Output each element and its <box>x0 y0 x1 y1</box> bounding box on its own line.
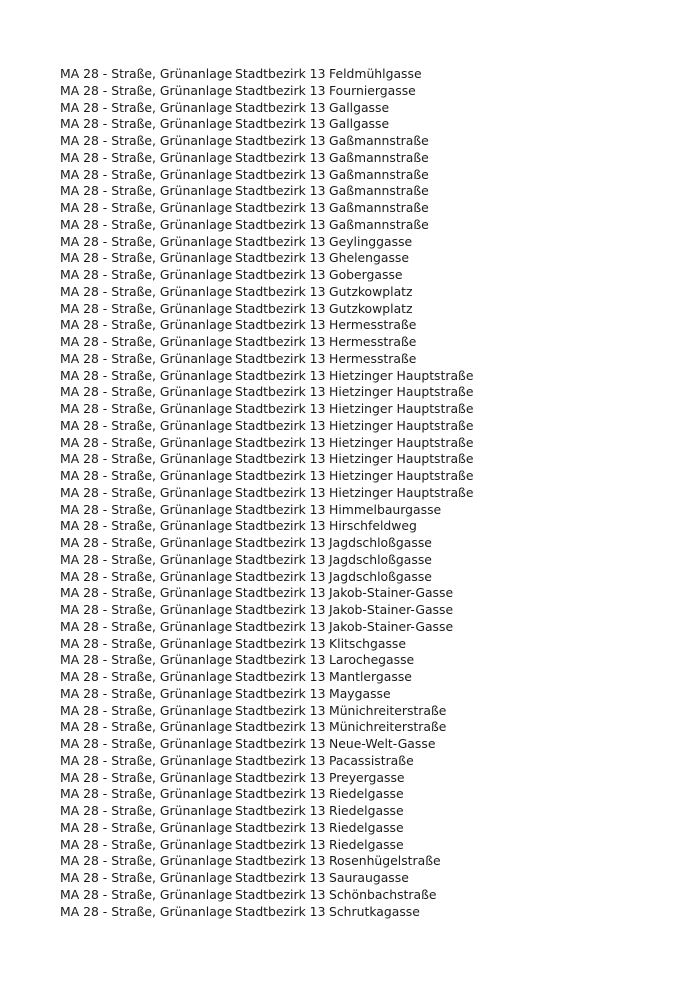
street-cell: Larochegasse <box>329 652 415 668</box>
department-cell: MA 28 - Straße, Grünanlage <box>60 183 233 199</box>
district-cell: Stadtbezirk 13 <box>235 535 326 550</box>
street-cell: Preyergasse <box>329 769 405 785</box>
district-cell: Stadtbezirk 13 <box>235 133 326 148</box>
list-item <box>60 652 529 669</box>
list-item <box>60 418 529 435</box>
street-cell: Schönbachstraße <box>329 886 437 902</box>
district-cell: Stadtbezirk 13 <box>235 401 326 416</box>
district-cell: Stadtbezirk 13 <box>235 99 326 115</box>
street-cell: Gaßmannstraße <box>329 183 429 199</box>
department-cell: MA 28 - Straße, Grünanlage <box>60 116 233 132</box>
list-item <box>60 569 529 586</box>
street-cell: Gutzkowplatz <box>329 283 413 299</box>
list-item <box>60 552 529 569</box>
department-cell: MA 28 - Straße, Grünanlage <box>60 317 233 333</box>
street-cell: Riedelgasse <box>329 786 404 802</box>
district-cell: Stadtbezirk 13 <box>235 82 326 98</box>
list-item <box>60 116 529 133</box>
street-cell: Gaßmannstraße <box>329 133 429 148</box>
street-cell: Mantlergasse <box>329 669 412 684</box>
department-cell: MA 28 - Straße, Grünanlage <box>60 283 233 299</box>
street-cell: Gutzkowplatz <box>329 300 413 316</box>
district-cell: Stadtbezirk 13 <box>235 836 326 852</box>
street-cell: Sauraugasse <box>329 870 409 885</box>
district-cell: Stadtbezirk 13 <box>235 367 326 383</box>
department-cell: MA 28 - Straße, Grünanlage <box>60 769 233 785</box>
department-cell: MA 28 - Straße, Grünanlage <box>60 551 233 567</box>
list-item <box>60 518 529 535</box>
department-cell: MA 28 - Straße, Grünanlage <box>60 618 233 634</box>
department-cell: MA 28 - Straße, Grünanlage <box>60 434 233 450</box>
district-cell: Stadtbezirk 13 <box>235 752 326 768</box>
district-cell: Stadtbezirk 13 <box>235 468 326 483</box>
department-cell: MA 28 - Straße, Grünanlage <box>60 149 233 165</box>
list-item <box>60 435 529 452</box>
department-cell: MA 28 - Straße, Grünanlage <box>60 82 233 98</box>
street-cell: Jakob-Stainer-Gasse <box>329 585 454 601</box>
list-item <box>60 485 529 502</box>
department-cell: MA 28 - Straße, Grünanlage <box>60 367 233 383</box>
list-item <box>60 669 529 686</box>
department-cell: MA 28 - Straße, Grünanlage <box>60 786 233 802</box>
list-item <box>60 468 529 485</box>
district-cell: Stadtbezirk 13 <box>235 669 326 684</box>
list-item <box>60 502 529 519</box>
department-cell: MA 28 - Straße, Grünanlage <box>60 853 233 869</box>
district-cell: Stadtbezirk 13 <box>235 602 326 617</box>
district-cell: Stadtbezirk 13 <box>235 618 326 634</box>
department-cell: MA 28 - Straße, Grünanlage <box>60 669 233 684</box>
department-cell: MA 28 - Straße, Grünanlage <box>60 903 233 919</box>
district-cell: Stadtbezirk 13 <box>235 300 326 316</box>
department-cell: MA 28 - Straße, Grünanlage <box>60 803 233 818</box>
department-cell: MA 28 - Straße, Grünanlage <box>60 535 233 550</box>
list-item <box>60 83 529 100</box>
street-cell: Jagdschloßgasse <box>329 551 432 567</box>
district-cell: Stadtbezirk 13 <box>235 719 326 735</box>
district-cell: Stadtbezirk 13 <box>235 116 326 132</box>
list-item <box>60 585 529 602</box>
list-item <box>60 250 529 267</box>
list-item <box>60 267 529 284</box>
district-cell: Stadtbezirk 13 <box>235 334 326 349</box>
list-item <box>60 200 529 217</box>
street-list <box>60 66 529 920</box>
district-cell: Stadtbezirk 13 <box>235 484 326 500</box>
department-cell: MA 28 - Straße, Grünanlage <box>60 501 233 517</box>
list-item <box>60 334 529 351</box>
street-cell: Rosenhügelstraße <box>329 853 441 869</box>
department-cell: MA 28 - Straße, Grünanlage <box>60 451 233 467</box>
street-cell: Hietzinger Hauptstraße <box>329 434 474 450</box>
district-cell: Stadtbezirk 13 <box>235 417 326 433</box>
street-cell: Hietzinger Hauptstraße <box>329 451 474 467</box>
list-item <box>60 686 529 703</box>
district-cell: Stadtbezirk 13 <box>235 149 326 165</box>
street-cell: Hietzinger Hauptstraße <box>329 401 474 416</box>
street-cell: Riedelgasse <box>329 819 404 835</box>
street-cell: Gaßmannstraße <box>329 216 429 232</box>
list-item <box>60 66 529 83</box>
department-cell: MA 28 - Straße, Grünanlage <box>60 736 233 751</box>
district-cell: Stadtbezirk 13 <box>235 183 326 199</box>
list-item <box>60 384 529 401</box>
list-item <box>60 451 529 468</box>
street-cell: Ghelengasse <box>329 250 409 266</box>
street-cell: Jagdschloßgasse <box>329 568 432 584</box>
district-cell: Stadtbezirk 13 <box>235 233 326 249</box>
department-cell: MA 28 - Straße, Grünanlage <box>60 267 233 282</box>
district-cell: Stadtbezirk 13 <box>235 451 326 467</box>
street-cell: Jakob-Stainer-Gasse <box>329 618 454 634</box>
district-cell: Stadtbezirk 13 <box>235 870 326 885</box>
department-cell: MA 28 - Straße, Grünanlage <box>60 166 233 182</box>
street-cell: Riedelgasse <box>329 803 404 818</box>
district-cell: Stadtbezirk 13 <box>235 216 326 232</box>
street-cell: Geylinggasse <box>329 233 413 249</box>
district-cell: Stadtbezirk 13 <box>235 317 326 333</box>
street-cell: Feldmühlgasse <box>329 66 422 81</box>
list-item <box>60 535 529 552</box>
street-cell: Riedelgasse <box>329 836 404 852</box>
department-cell: MA 28 - Straße, Grünanlage <box>60 585 233 601</box>
department-cell: MA 28 - Straße, Grünanlage <box>60 250 233 266</box>
district-cell: Stadtbezirk 13 <box>235 551 326 567</box>
list-item <box>60 167 529 184</box>
street-cell: Hermesstraße <box>329 350 417 366</box>
street-cell: Gobergasse <box>329 267 403 282</box>
department-cell: MA 28 - Straße, Grünanlage <box>60 401 233 416</box>
district-cell: Stadtbezirk 13 <box>235 886 326 902</box>
department-cell: MA 28 - Straße, Grünanlage <box>60 752 233 768</box>
street-cell: Jakob-Stainer-Gasse <box>329 602 454 617</box>
department-cell: MA 28 - Straße, Grünanlage <box>60 602 233 617</box>
street-cell: Himmelbaurgasse <box>329 501 442 517</box>
list-item <box>60 803 529 820</box>
list-item <box>60 602 529 619</box>
list-item <box>60 904 529 921</box>
district-cell: Stadtbezirk 13 <box>235 702 326 718</box>
list-item <box>60 703 529 720</box>
department-cell: MA 28 - Straße, Grünanlage <box>60 568 233 584</box>
street-cell: Maygasse <box>329 685 391 701</box>
street-cell: Gaßmannstraße <box>329 200 429 215</box>
department-cell: MA 28 - Straße, Grünanlage <box>60 300 233 316</box>
department-cell: MA 28 - Straße, Grünanlage <box>60 133 233 148</box>
street-cell: Neue-Welt-Gasse <box>329 736 436 751</box>
department-cell: MA 28 - Straße, Grünanlage <box>60 518 233 534</box>
list-item <box>60 217 529 234</box>
district-cell: Stadtbezirk 13 <box>235 283 326 299</box>
list-item <box>60 837 529 854</box>
street-cell: Münichreiterstraße <box>329 719 447 735</box>
list-item <box>60 736 529 753</box>
street-cell: Jagdschloßgasse <box>329 535 432 550</box>
street-cell: Schrutkagasse <box>329 903 420 919</box>
list-item <box>60 351 529 368</box>
district-cell: Stadtbezirk 13 <box>235 903 326 919</box>
district-cell: Stadtbezirk 13 <box>235 267 326 282</box>
department-cell: MA 28 - Straße, Grünanlage <box>60 635 233 651</box>
department-cell: MA 28 - Straße, Grünanlage <box>60 417 233 433</box>
department-cell: MA 28 - Straße, Grünanlage <box>60 468 233 483</box>
list-item <box>60 870 529 887</box>
street-cell: Hietzinger Hauptstraße <box>329 417 474 433</box>
district-cell: Stadtbezirk 13 <box>235 66 326 81</box>
department-cell: MA 28 - Straße, Grünanlage <box>60 652 233 668</box>
list-item <box>60 770 529 787</box>
list-item <box>60 820 529 837</box>
department-cell: MA 28 - Straße, Grünanlage <box>60 484 233 500</box>
district-cell: Stadtbezirk 13 <box>235 166 326 182</box>
list-item <box>60 401 529 418</box>
department-cell: MA 28 - Straße, Grünanlage <box>60 350 233 366</box>
list-item <box>60 786 529 803</box>
district-cell: Stadtbezirk 13 <box>235 434 326 450</box>
district-cell: Stadtbezirk 13 <box>235 585 326 601</box>
street-cell: Gallgasse <box>329 116 390 132</box>
street-cell: Hietzinger Hauptstraße <box>329 468 474 483</box>
street-cell: Fourniergasse <box>329 82 416 98</box>
list-item <box>60 301 529 318</box>
list-item <box>60 853 529 870</box>
department-cell: MA 28 - Straße, Grünanlage <box>60 685 233 701</box>
list-item <box>60 183 529 200</box>
street-cell: Hermesstraße <box>329 334 417 349</box>
street-cell: Münichreiterstraße <box>329 702 447 718</box>
district-cell: Stadtbezirk 13 <box>235 803 326 818</box>
list-item <box>60 100 529 117</box>
district-cell: Stadtbezirk 13 <box>235 384 326 400</box>
street-cell: Gaßmannstraße <box>329 149 429 165</box>
list-item <box>60 284 529 301</box>
list-item <box>60 234 529 251</box>
department-cell: MA 28 - Straße, Grünanlage <box>60 66 233 81</box>
district-cell: Stadtbezirk 13 <box>235 518 326 534</box>
department-cell: MA 28 - Straße, Grünanlage <box>60 99 233 115</box>
district-cell: Stadtbezirk 13 <box>235 250 326 266</box>
street-cell: Hietzinger Hauptstraße <box>329 367 474 383</box>
street-cell: Hietzinger Hauptstraße <box>329 384 474 400</box>
street-cell: Hermesstraße <box>329 317 417 333</box>
list-item <box>60 317 529 334</box>
department-cell: MA 28 - Straße, Grünanlage <box>60 233 233 249</box>
street-cell: Hirschfeldweg <box>329 518 417 534</box>
district-cell: Stadtbezirk 13 <box>235 568 326 584</box>
list-item <box>60 719 529 736</box>
street-cell: Hietzinger Hauptstraße <box>329 484 474 500</box>
district-cell: Stadtbezirk 13 <box>235 685 326 701</box>
district-cell: Stadtbezirk 13 <box>235 635 326 651</box>
department-cell: MA 28 - Straße, Grünanlage <box>60 334 233 349</box>
district-cell: Stadtbezirk 13 <box>235 736 326 751</box>
district-cell: Stadtbezirk 13 <box>235 501 326 517</box>
department-cell: MA 28 - Straße, Grünanlage <box>60 200 233 215</box>
district-cell: Stadtbezirk 13 <box>235 769 326 785</box>
district-cell: Stadtbezirk 13 <box>235 786 326 802</box>
department-cell: MA 28 - Straße, Grünanlage <box>60 216 233 232</box>
list-item <box>60 619 529 636</box>
district-cell: Stadtbezirk 13 <box>235 819 326 835</box>
department-cell: MA 28 - Straße, Grünanlage <box>60 702 233 718</box>
department-cell: MA 28 - Straße, Grünanlage <box>60 819 233 835</box>
department-cell: MA 28 - Straße, Grünanlage <box>60 836 233 852</box>
district-cell: Stadtbezirk 13 <box>235 200 326 215</box>
district-cell: Stadtbezirk 13 <box>235 350 326 366</box>
department-cell: MA 28 - Straße, Grünanlage <box>60 886 233 902</box>
department-cell: MA 28 - Straße, Grünanlage <box>60 384 233 400</box>
street-cell: Pacassistraße <box>329 752 414 768</box>
department-cell: MA 28 - Straße, Grünanlage <box>60 870 233 885</box>
district-cell: Stadtbezirk 13 <box>235 652 326 668</box>
district-cell: Stadtbezirk 13 <box>235 853 326 869</box>
list-item <box>60 368 529 385</box>
list-item <box>60 636 529 653</box>
list-item <box>60 753 529 770</box>
list-item <box>60 150 529 167</box>
street-cell: Klitschgasse <box>329 635 406 651</box>
department-cell: MA 28 - Straße, Grünanlage <box>60 719 233 735</box>
street-cell: Gaßmannstraße <box>329 166 429 182</box>
list-item <box>60 887 529 904</box>
street-cell: Gallgasse <box>329 99 390 115</box>
list-item <box>60 133 529 150</box>
